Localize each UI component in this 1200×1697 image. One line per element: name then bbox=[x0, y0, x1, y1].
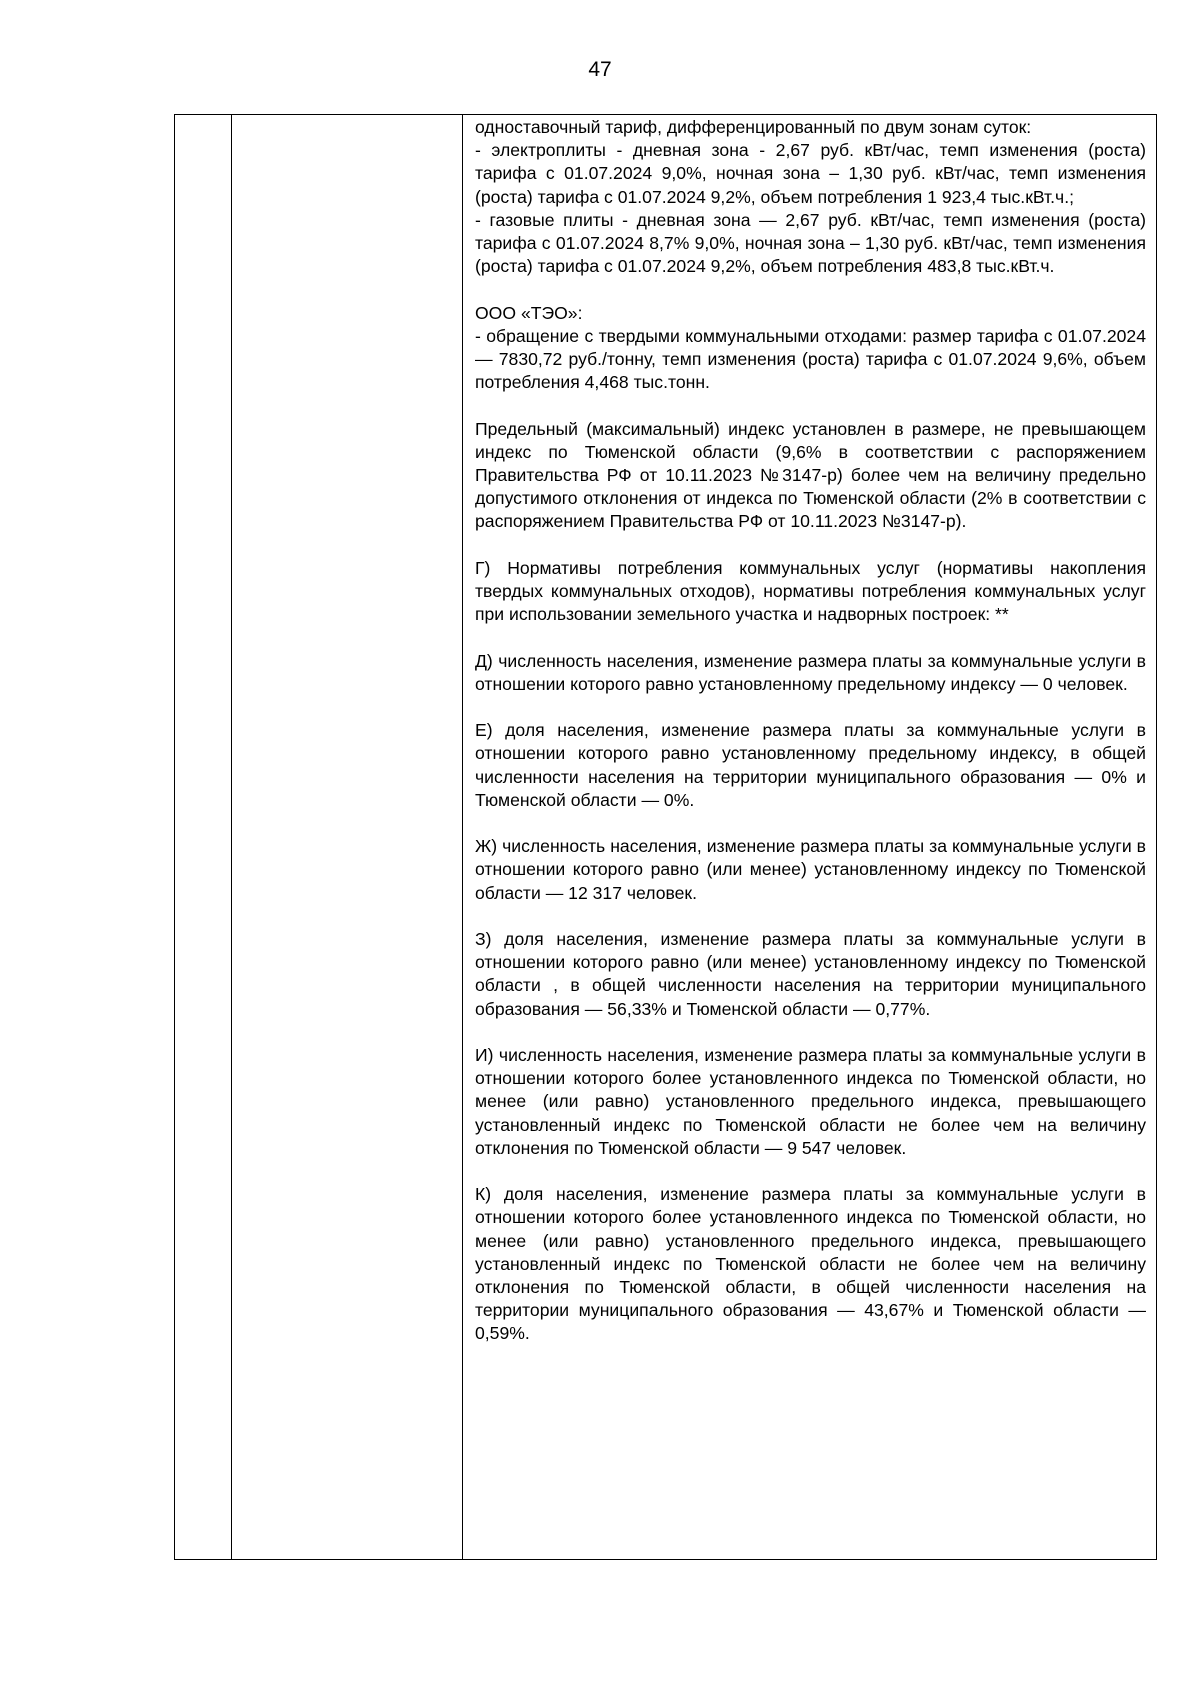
paragraph-k-share bbox=[475, 1183, 1146, 1345]
paragraph-line: К) доля населения, изменение размера платы за коммунальные услуги в отношении которого более установленного индекса по Тюменской области, но менее (или равно) установленного предельного индекса, превышающего установленный индекс по Тюменской области не более чем на величину отклонения по Тюменской области, в общей численности населения на территории муниципального образования — 43,67% и Тюменской области — 0,59%. bbox=[475, 1184, 1146, 1344]
paragraph-line: Д) численность населения, изменение размера платы за коммунальные услуги в отношении которого равно установленному предельному индексу — 0 человек. bbox=[475, 650, 1146, 694]
paragraph-d-population bbox=[475, 650, 1146, 696]
paragraph-line: - электроплиты - дневная зона - 2,67 руб. кВт/час, темп изменения (роста) тарифа с 01.07.2024 9,0%, ночная зона – 1,30 руб. кВт/час, темп изменения (роста) тарифа с 01.07.2024 9,2%, объем потребления 1 923,4 тыс.кВт.ч.; bbox=[475, 140, 1146, 207]
paragraph-line: - газовые плиты - дневная зона — 2,67 руб. кВт/час, темп изменения (роста) тарифа с 01.07.2024 8,7% 9,0%, ночная зона – 1,30 руб. кВт/час, темп изменения (роста) тарифа с 01.07.2024 9,2%, объем потребления 483,8 тыс.кВт.ч. bbox=[475, 209, 1146, 277]
page-number: 47 bbox=[588, 58, 612, 81]
paragraph-teo bbox=[475, 302, 1146, 395]
paragraph-line: З) доля населения, изменение размера платы за коммунальные услуги в отношении которого равно (или менее) установленному индексу по Тюменской области , в общей численности населения на территории муниципального образования — 56,33% и Тюменской области — 0,77%. bbox=[475, 929, 1146, 1019]
paragraph-limit-index bbox=[475, 418, 1146, 534]
table-column-content bbox=[463, 115, 1156, 1559]
paragraph-line: Предельный (максимальный) индекс установлен в размере, не превышающем индекс по Тюменской области (9,6% в соответствии с распоряжением Правительства РФ от 10.11.2023 №3147-р) более чем на величину предельно допустимого отклонения от индекса по Тюменской области (2% в соответствии с распоряжением Правительства РФ от 10.11.2023 №3147-р). bbox=[475, 418, 1146, 532]
document-table bbox=[174, 114, 1157, 1560]
paragraph-line: Ж) численность населения, изменение размера платы за коммунальные услуги в отношении которого равно (или менее) установленному индексу по Тюменской области — 12 317 человек. bbox=[475, 836, 1146, 903]
paragraph-line: одноставочный тариф, дифференцированный по двум зонам суток: bbox=[475, 117, 1032, 137]
table-column-name bbox=[232, 115, 463, 1559]
paragraph-zh-population bbox=[475, 835, 1146, 905]
paragraph-line: - обращение с твердыми коммунальными отходами: размер тарифа с 01.07.2024 — 7830,72 руб./тонну, темп изменения (роста) тарифа с 01.07.2024 9,6%, объем потребления 4,468 тыс.тонн. bbox=[475, 325, 1146, 393]
paragraph-z-share bbox=[475, 928, 1146, 1021]
paragraph-line: Е) доля населения, изменение размера платы за коммунальные услуги в отношении которого равно установленному предельному индексу, в общей численности населения на территории муниципального образования — 0% и Тюменской области — 0%. bbox=[475, 720, 1146, 810]
paragraph-g-norms bbox=[475, 557, 1146, 627]
table-column-number bbox=[175, 115, 232, 1559]
paragraph-line: ООО «ТЭО»: bbox=[475, 302, 583, 323]
paragraph-tariff-electricity bbox=[475, 116, 1146, 278]
paragraph-line: И) численность населения, изменение размера платы за коммунальные услуги в отношении которого более установленного индекса по Тюменской области, но менее (или равно) установленного предельного индекса, превышающего установленный индекс по Тюменской области не более чем на величину отклонения по Тюменской области — 9 547 человек. bbox=[475, 1045, 1146, 1158]
paragraph-line: Г) Нормативы потребления коммунальных услуг (нормативы накопления твердых коммунальных отходов), нормативы потребления коммунальных услуг при использовании земельного участка и надворных построек: ** bbox=[475, 557, 1146, 625]
paragraph-e-share bbox=[475, 719, 1146, 812]
paragraph-i-population bbox=[475, 1044, 1146, 1160]
